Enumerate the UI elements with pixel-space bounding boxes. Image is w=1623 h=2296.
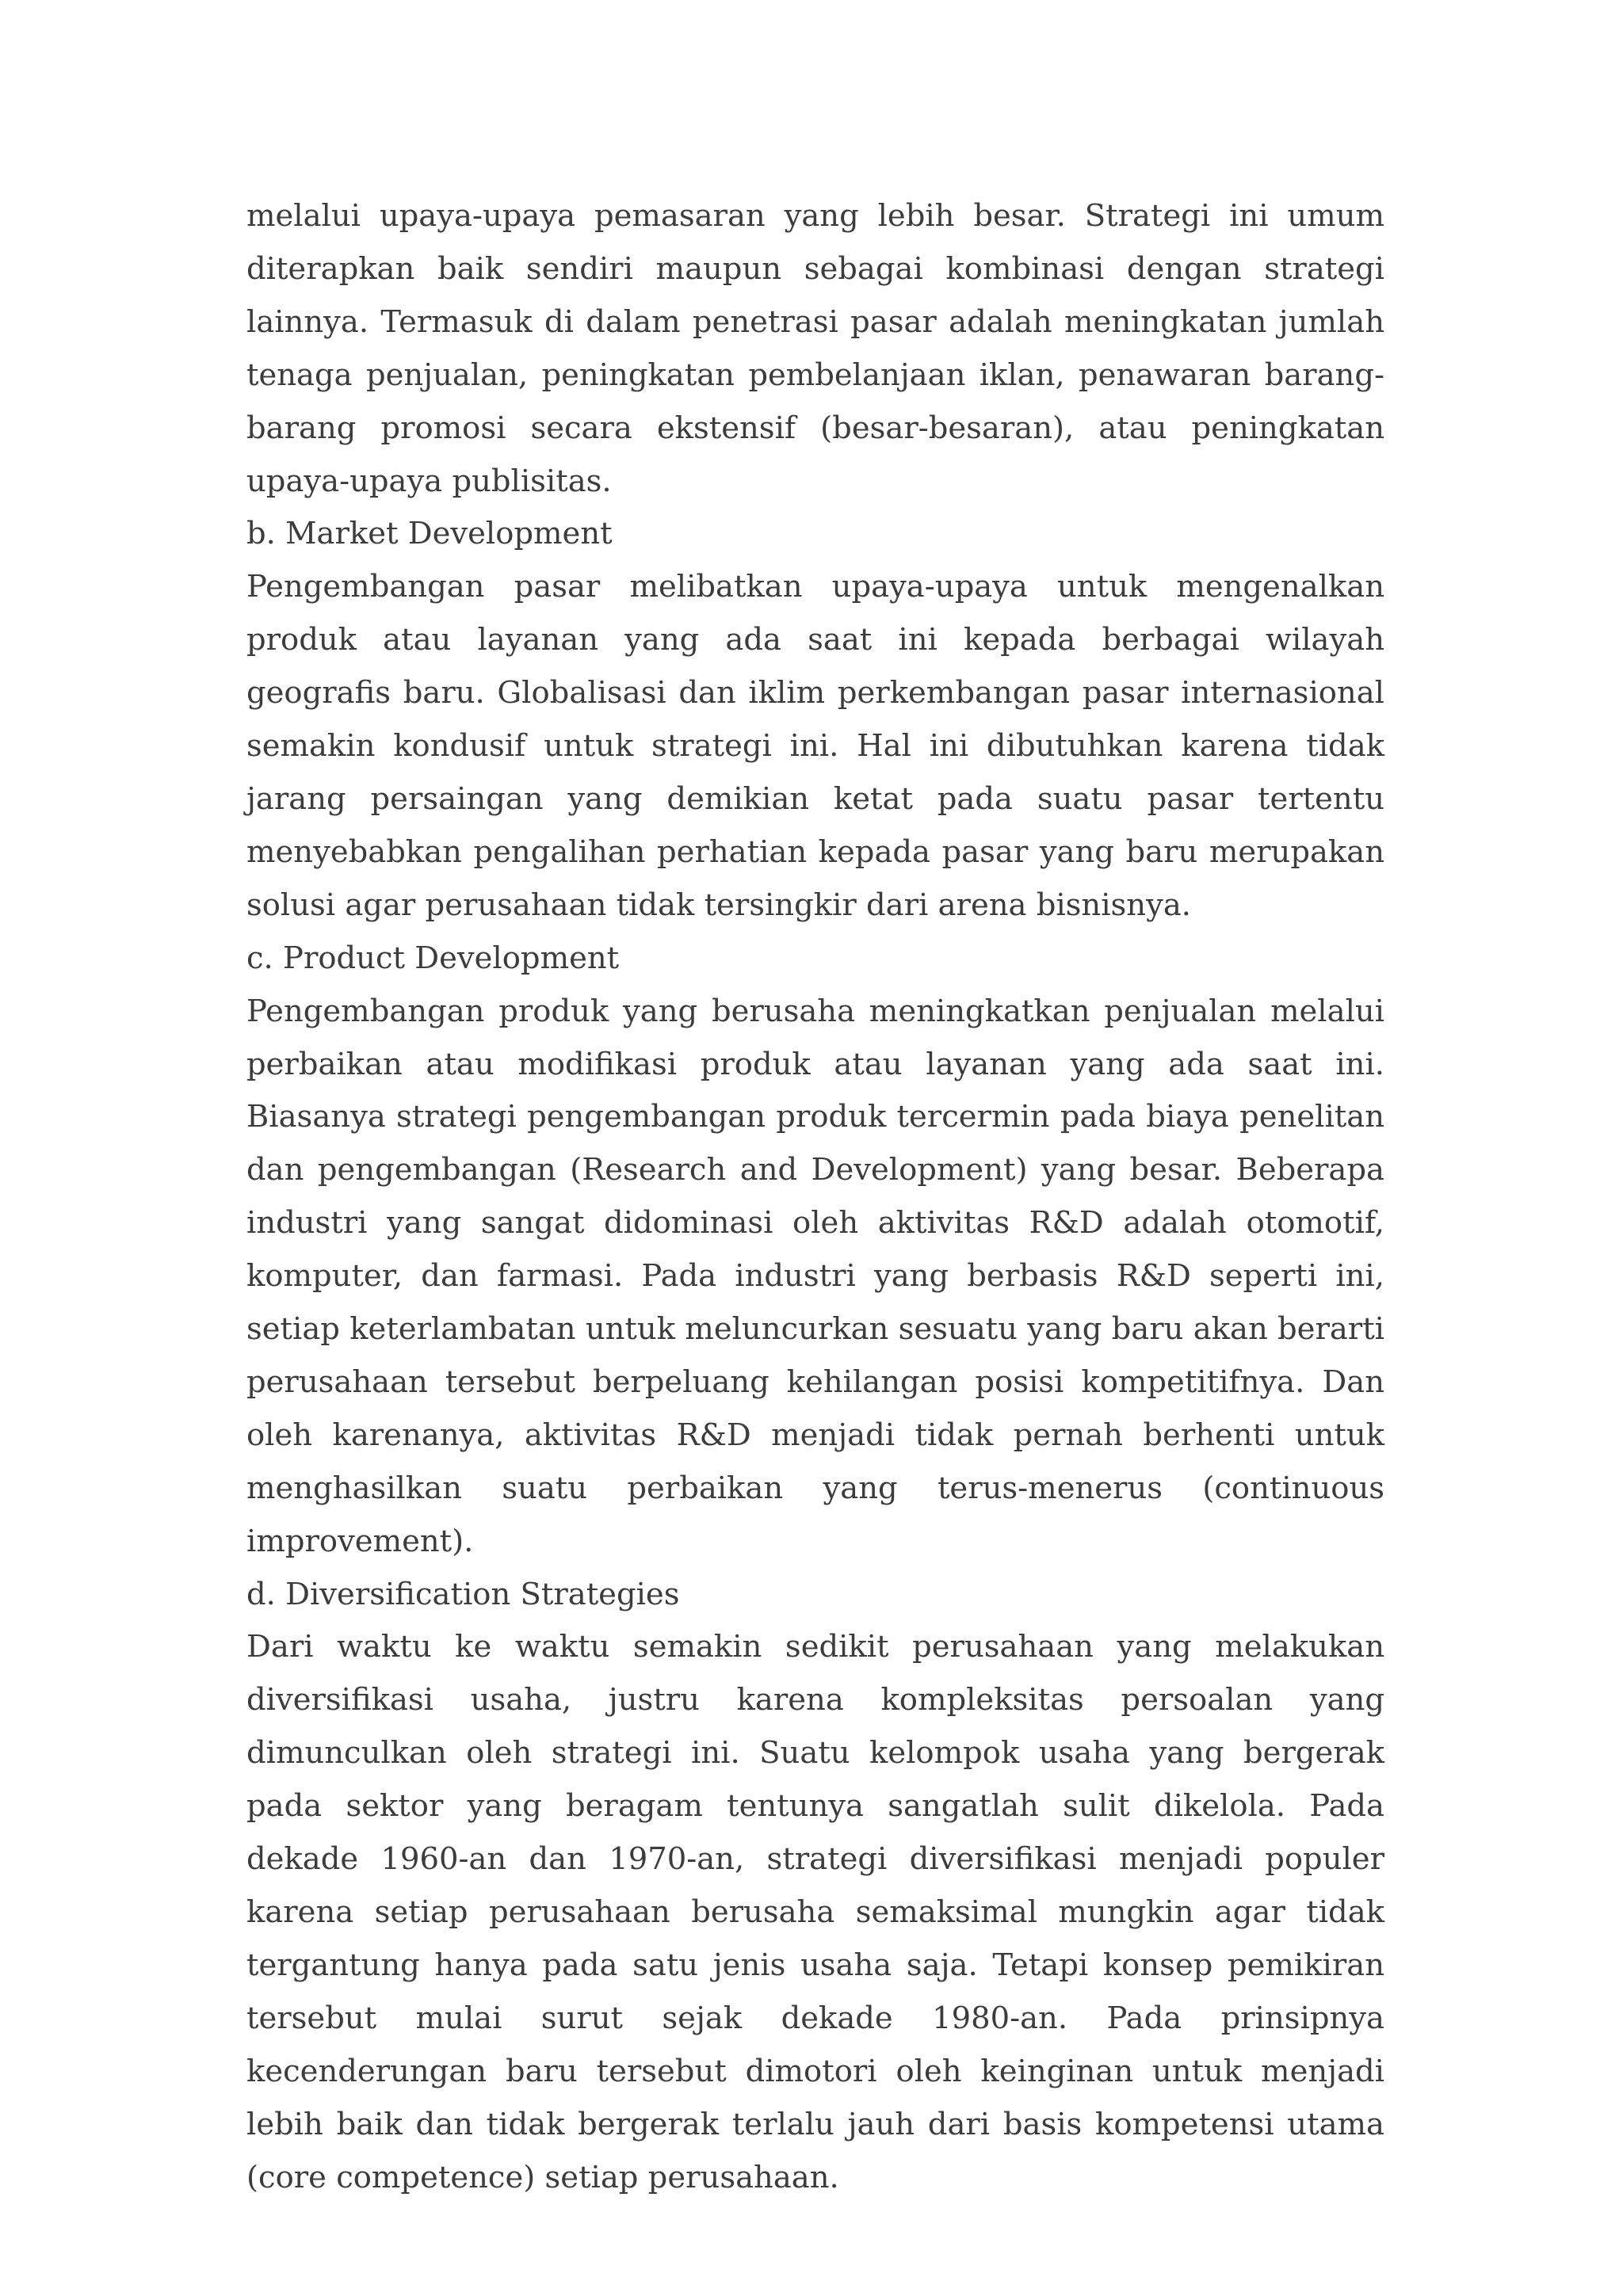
section-heading-product-development: c. Product Development	[246, 940, 620, 976]
document-body	[246, 190, 1384, 2204]
section-heading-diversification-strategies: d. Diversification Strategies	[246, 1576, 680, 1612]
section-body-market-development: Pengembangan pasar melibatkan upaya-upaya untuk mengenalkan produk atau layanan yang ada saat ini kepada berbagai wilayah geografis baru. Globalisasi dan iklim perkembangan pasar internasional semakin kondusif untuk strategi ini. Hal ini dibutuhkan karena tidak jarang persaingan yang demikian ketat pada suatu pasar tertentu menyebabkan pengalihan perhatian kepada pasar yang baru merupakan solusi agar perusahaan tidak tersingkir dari arena bisnisnya.	[246, 569, 1384, 923]
section-body-product-development: Pengembangan produk yang berusaha meningkatkan penjualan melalui perbaikan atau modifikasi produk atau layanan yang ada saat ini. Biasanya strategi pengembangan produk tercermin pada biaya penelitan dan pengembangan (Research and Development) yang besar. Beberapa industri yang sangat didominasi oleh aktivitas R&D adalah otomotif, komputer, dan farmasi. Pada industri yang berbasis R&D seperti ini, setiap keterlambatan untuk meluncurkan sesuatu yang baru akan berarti perusahaan tersebut berpeluang kehilangan posisi kompetitifnya. Dan oleh karenanya, aktivitas R&D menjadi tidak pernah berhenti untuk menghasilkan suatu perbaikan yang terus-menerus (continuous improvement).	[246, 993, 1384, 1559]
intro-paragraph: melalui upaya-upaya pemasaran yang lebih besar. Strategi ini umum diterapkan baik sendiri maupun sebagai kombinasi dengan strategi lainnya. Termasuk di dalam penetrasi pasar adalah meningkatan jumlah tenaga penjualan, peningkatan pembelanjaan iklan, penawaran barang-barang promosi secara ekstensif (besar-besaran), atau peningkatan upaya-upaya publisitas.	[246, 198, 1384, 499]
section-heading-market-development: b. Market Development	[246, 516, 613, 552]
section-body-diversification-strategies: Dari waktu ke waktu semakin sedikit perusahaan yang melakukan diversifikasi usaha, justru karena kompleksitas persoalan yang dimunculkan oleh strategi ini. Suatu kelompok usaha yang bergerak pada sektor yang beragam tentunya sangatlah sulit dikelola. Pada dekade 1960-an dan 1970-an, strategi diversifikasi menjadi populer karena setiap perusahaan berusaha semaksimal mungkin agar tidak tergantung hanya pada satu jenis usaha saja. Tetapi konsep pemikiran tersebut mulai surut sejak dekade 1980-an. Pada prinsipnya kecenderungan baru tersebut dimotori oleh keinginan untuk menjadi lebih baik dan tidak bergerak terlalu jauh dari basis kompetensi utama (core competence) setiap perusahaan.	[246, 1629, 1384, 2195]
